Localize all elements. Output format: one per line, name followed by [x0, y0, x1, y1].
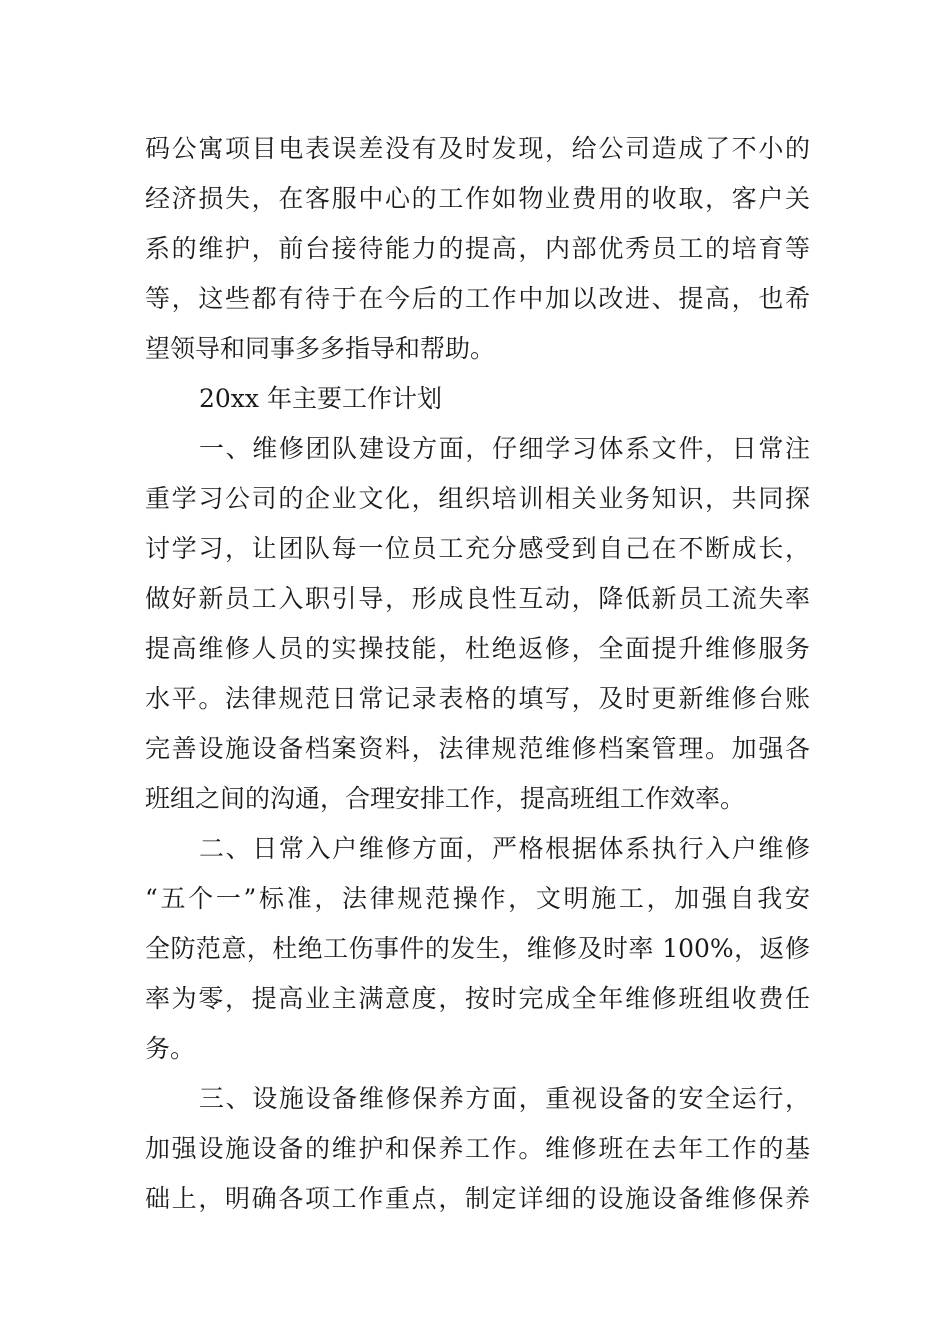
text-line: 务。 [145, 1034, 196, 1063]
text-line: 班组之间的沟通，合理安排工作，提高班组工作效率。 [145, 784, 746, 813]
text-line: 完善设施设备档案资料，法律规范维修档案管理。加强各 [145, 734, 810, 763]
text-line: 望领导和同事多多指导和帮助。 [145, 334, 496, 363]
text-line: 经济损失，在客服中心的工作如物业费用的收取，客户关 [145, 184, 810, 213]
text-line: 码公寓项目电表误差没有及时发现，给公司造成了不小的 [145, 134, 810, 163]
text-line: 础上，明确各项工作重点，制定详细的设施设备维修保养 [145, 1184, 810, 1213]
text-line: 提高维修人员的实操技能，杜绝返修，全面提升维修服务 [145, 634, 810, 663]
text-line: 率为零，提高业主满意度，按时完成全年维修班组收费任 [145, 984, 810, 1013]
text-line: 讨学习，让团队每一位员工充分感受到自己在不断成长， [145, 534, 810, 563]
text-line: 系的维护，前台接待能力的提高，内部优秀员工的培育等 [145, 234, 810, 263]
section-heading: 20xx 年主要工作计划 [199, 384, 442, 413]
text-line: 重学习公司的企业文化，组织培训相关业务知识，共同探 [145, 484, 810, 513]
text-line: 全防范意，杜绝工伤事件的发生，维修及时率 100%，返修 [145, 934, 810, 963]
text-line: 水平。法律规范日常记录表格的填写，及时更新维修台账 [145, 684, 810, 713]
text-line: 做好新员工入职引导，形成良性互动，降低新员工流失率 [145, 584, 810, 613]
paragraph-first-line: 三、设施设备维修保养方面，重视设备的安全运行， [199, 1084, 810, 1113]
paragraph-first-line: 一、维修团队建设方面，仔细学习体系文件，日常注 [199, 434, 810, 463]
document-body [145, 124, 810, 1224]
text-line: 加强设施设备的维护和保养工作。维修班在去年工作的基 [145, 1134, 810, 1163]
text-line: “五个一”标准，法律规范操作，文明施工，加强自我安 [145, 884, 810, 913]
paragraph-first-line: 二、日常入户维修方面，严格根据体系执行入户维修 [199, 834, 810, 863]
text-line: 等，这些都有待于在今后的工作中加以改进、提高，也希 [145, 284, 810, 313]
